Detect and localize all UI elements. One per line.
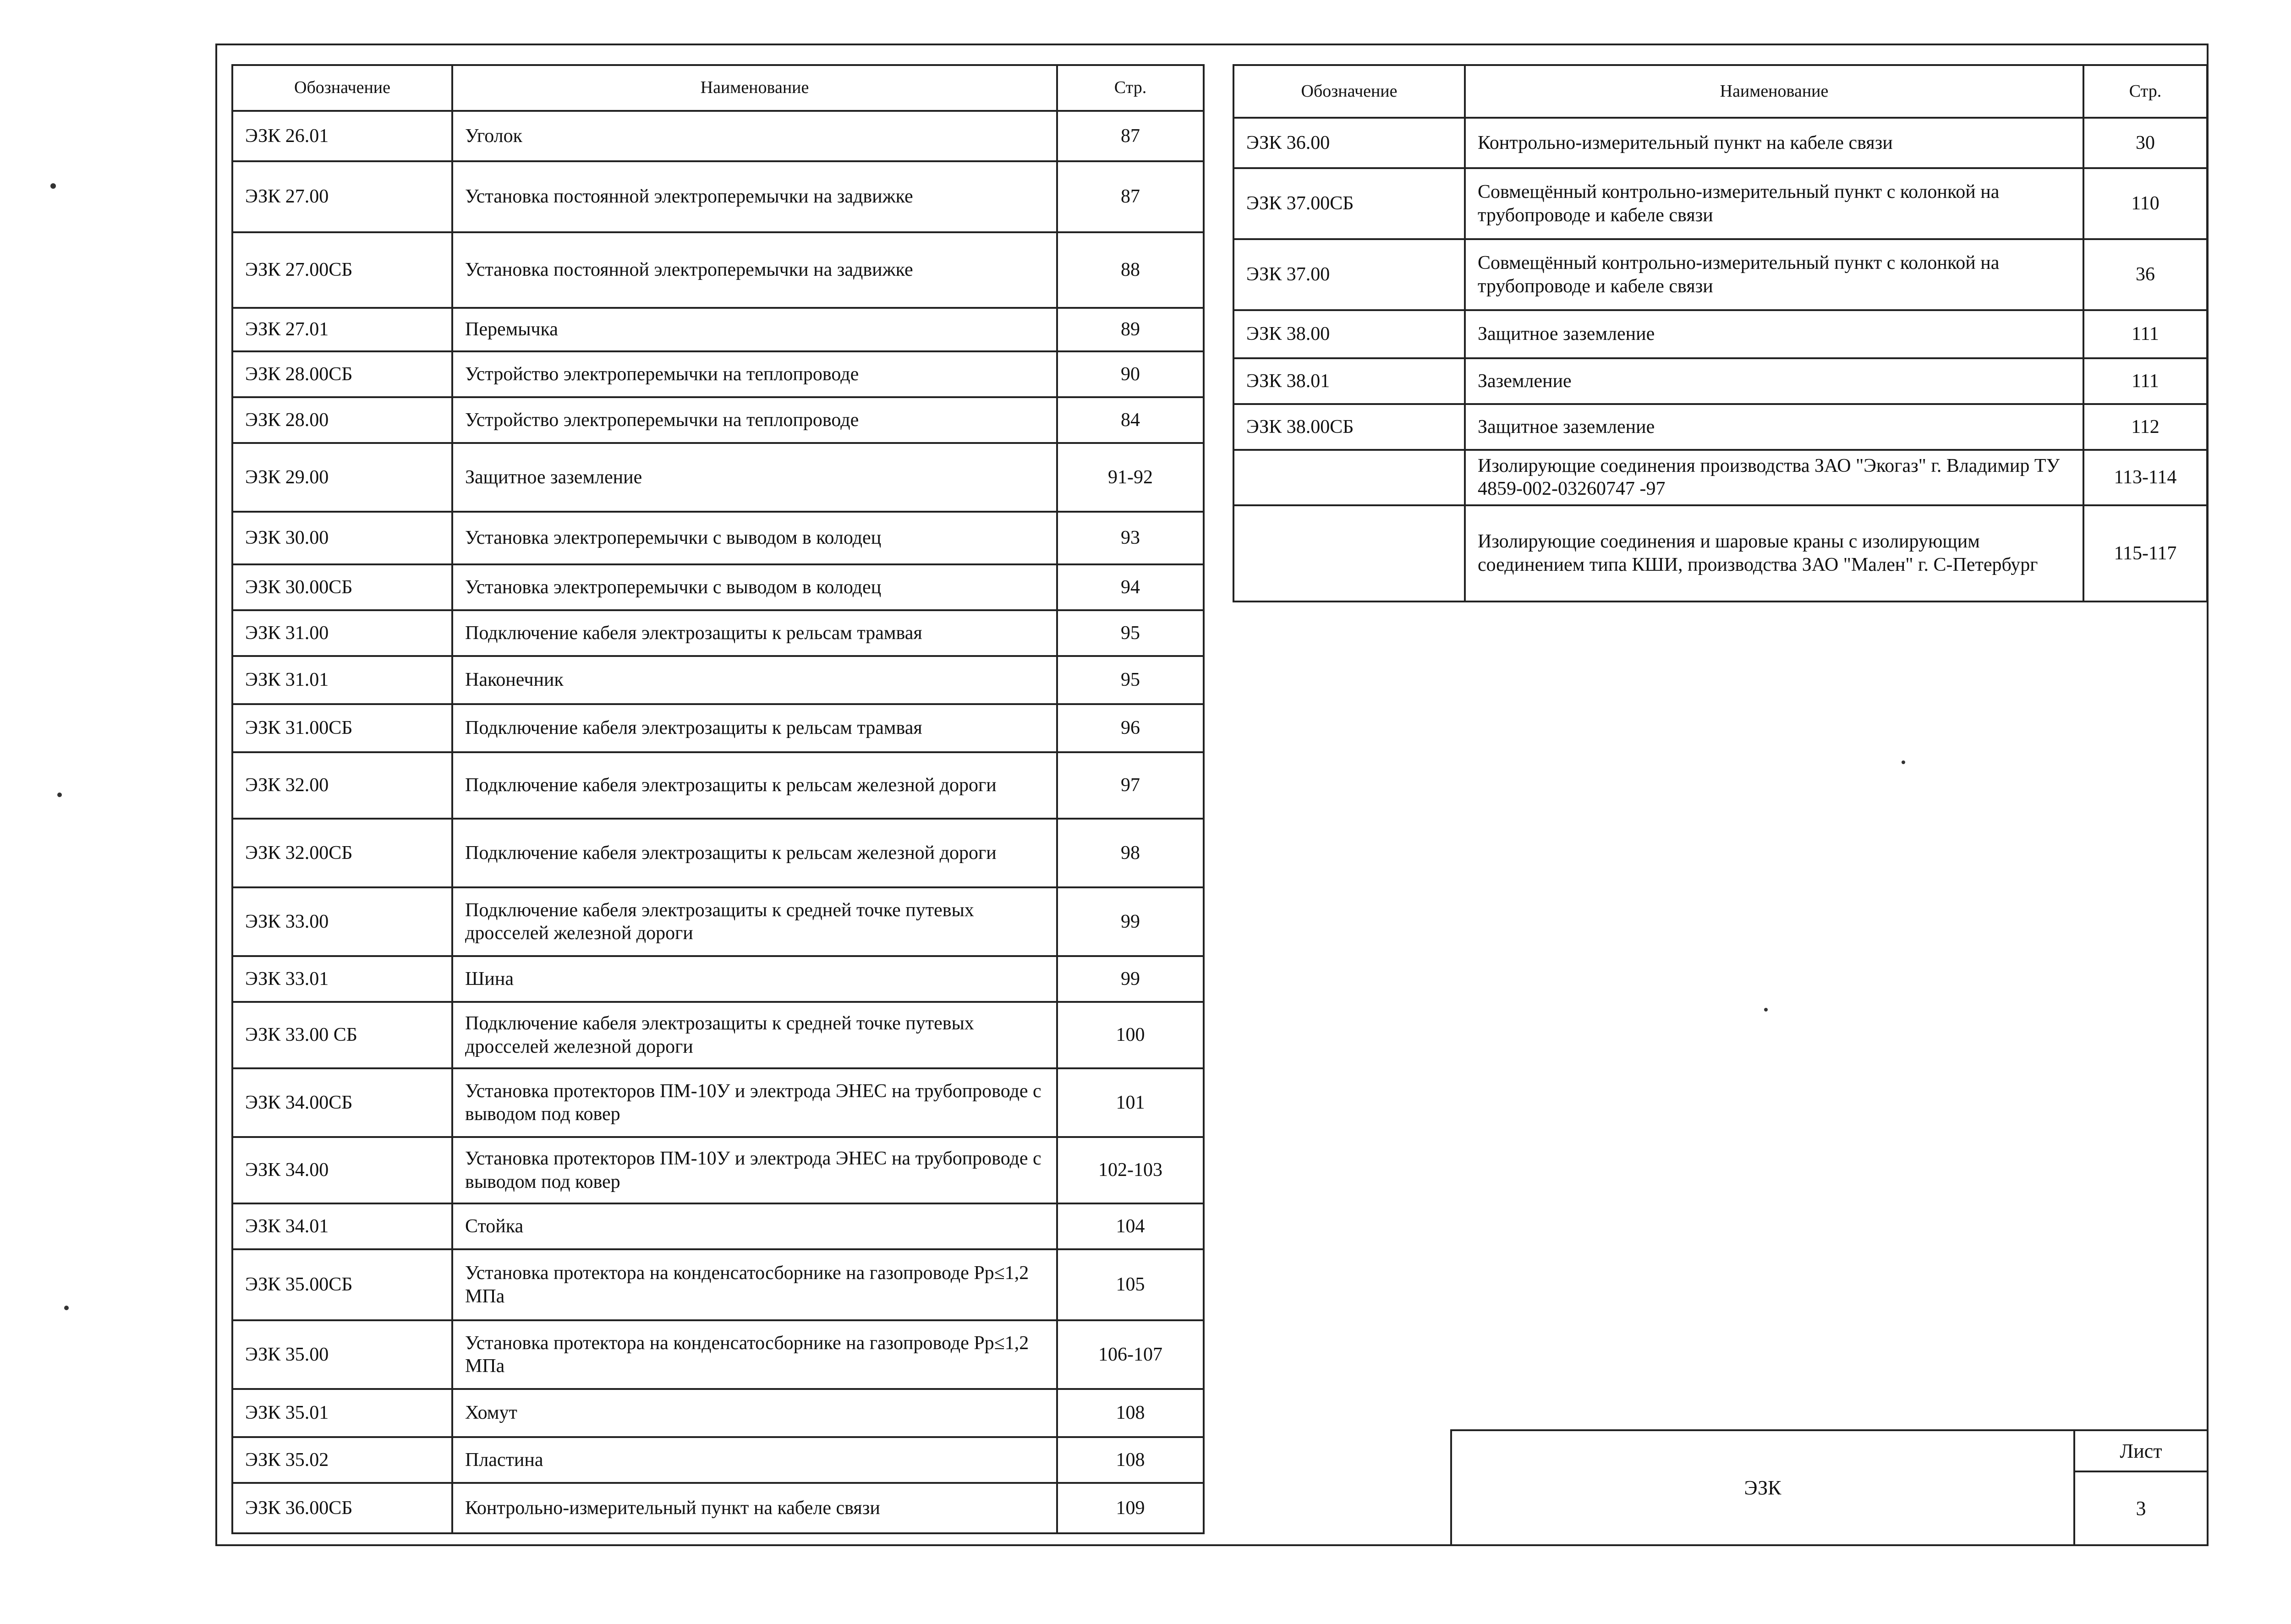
- row-code: ЭЗК 38.00: [1233, 310, 1465, 358]
- row-name: Подключение кабеля электрозащиты к рельсам трамвая: [452, 610, 1057, 656]
- row-page: 100: [1057, 1002, 1204, 1068]
- row-page: 36: [2083, 239, 2207, 310]
- row-page: 105: [1057, 1249, 1204, 1320]
- row-code: ЭЗК 35.00: [232, 1320, 452, 1389]
- row-name: Подключение кабеля электрозащиты к рельсам трамвая: [452, 704, 1057, 752]
- row-name: Устройство электроперемычки на теплопроводе: [452, 351, 1057, 397]
- row-page: 108: [1057, 1437, 1204, 1483]
- table-row: [232, 656, 1204, 704]
- row-page: 95: [1057, 656, 1204, 704]
- row-name: Установка протекторов ПМ-10У и электрода ЭНЕС на трубопроводе с выводом под ковер: [452, 1137, 1057, 1203]
- header-code: Обозначение: [232, 65, 452, 111]
- title-block-sheet-number: 3: [2136, 1497, 2146, 1520]
- table-row: [1233, 310, 2207, 358]
- row-code: ЭЗК 36.00: [1233, 118, 1465, 168]
- header-name: Наименование: [452, 65, 1057, 111]
- row-page: 108: [1057, 1389, 1204, 1437]
- row-code: ЭЗК 38.00СБ: [1233, 404, 1465, 450]
- table-row: [232, 1320, 1204, 1389]
- row-code: ЭЗК 32.00СБ: [232, 819, 452, 887]
- table-header-row: [232, 65, 1204, 111]
- table-row: [1233, 168, 2207, 239]
- table-header-row: [1233, 65, 2207, 118]
- row-code: ЭЗК 31.01: [232, 656, 452, 704]
- row-name: Хомут: [452, 1389, 1057, 1437]
- row-code: ЭЗК 32.00: [232, 752, 452, 819]
- title-block-sheet-label: Лист: [2075, 1431, 2207, 1472]
- table-row: [1233, 239, 2207, 310]
- row-code: ЭЗК 28.00СБ: [232, 351, 452, 397]
- row-page: 99: [1057, 956, 1204, 1002]
- header-page: Стр.: [2083, 65, 2207, 118]
- row-code: ЭЗК 35.02: [232, 1437, 452, 1483]
- row-code: ЭЗК 34.01: [232, 1203, 452, 1249]
- row-code: ЭЗК 35.00СБ: [232, 1249, 452, 1320]
- row-name: Стойка: [452, 1203, 1057, 1249]
- row-code: ЭЗК 26.01: [232, 111, 452, 161]
- scan-speck: [1902, 760, 1905, 764]
- row-page: 89: [1057, 308, 1204, 351]
- row-code: ЭЗК 37.00СБ: [1233, 168, 1465, 239]
- row-page: 30: [2083, 118, 2207, 168]
- title-block: [1450, 1429, 2209, 1546]
- row-name: Заземление: [1465, 358, 2083, 404]
- table-row: [232, 564, 1204, 610]
- row-name: Перемычка: [452, 308, 1057, 351]
- row-code: ЭЗК 36.00СБ: [232, 1483, 452, 1533]
- row-page: 97: [1057, 752, 1204, 819]
- table-row: [232, 1002, 1204, 1068]
- row-page: 101: [1057, 1068, 1204, 1137]
- row-code: ЭЗК 34.00: [232, 1137, 452, 1203]
- row-code: ЭЗК 27.00: [232, 161, 452, 232]
- table-row: [1233, 118, 2207, 168]
- row-name: Установка электроперемычки с выводом в колодец: [452, 512, 1057, 564]
- row-name: Изолирующие соединения и шаровые краны с изолирующим соединением типа КШИ, производства ЗАО "Мален" г. С-Петербург: [1465, 505, 2083, 601]
- row-code: ЭЗК 30.00: [232, 512, 452, 564]
- index-table-left: [231, 64, 1205, 1534]
- table-row: [232, 397, 1204, 443]
- row-name: Уголок: [452, 111, 1057, 161]
- header-name: Наименование: [1465, 65, 2083, 118]
- row-page: 87: [1057, 161, 1204, 232]
- table-row: [232, 1483, 1204, 1533]
- table-row: [232, 752, 1204, 819]
- title-block-doc-code: ЭЗК: [1452, 1431, 2075, 1544]
- table-row: [232, 1249, 1204, 1320]
- row-page: 93: [1057, 512, 1204, 564]
- row-name: Изолирующие соединения производства ЗАО "Экогаз" г. Владимир ТУ 4859-002-03260747 -97: [1465, 450, 2083, 505]
- row-page: 84: [1057, 397, 1204, 443]
- row-page: 111: [2083, 358, 2207, 404]
- row-code: ЭЗК 29.00: [232, 443, 452, 512]
- row-page: 98: [1057, 819, 1204, 887]
- table-row: [232, 887, 1204, 956]
- row-code: ЭЗК 30.00СБ: [232, 564, 452, 610]
- row-name: Установка протектора на конденсатосборнике на газопроводе Рр≤1,2 МПа: [452, 1249, 1057, 1320]
- row-name: Контрольно-измерительный пункт на кабеле связи: [452, 1483, 1057, 1533]
- table-row: [232, 308, 1204, 351]
- row-code: ЭЗК 28.00: [232, 397, 452, 443]
- table-row: [232, 819, 1204, 887]
- table-row: [232, 1437, 1204, 1483]
- row-code: ЭЗК 27.01: [232, 308, 452, 351]
- table-row: [232, 704, 1204, 752]
- row-code: ЭЗК 33.00: [232, 887, 452, 956]
- row-name: Шина: [452, 956, 1057, 1002]
- table-row: [1233, 404, 2207, 450]
- row-code: ЭЗК 33.01: [232, 956, 452, 1002]
- header-code: Обозначение: [1233, 65, 1465, 118]
- scan-speck: [1764, 1008, 1768, 1012]
- row-page: 109: [1057, 1483, 1204, 1533]
- row-code: [1233, 505, 1465, 601]
- row-name: Установка постоянной электроперемычки на задвижке: [452, 232, 1057, 308]
- index-table-right: [1233, 64, 2208, 602]
- row-page: 96: [1057, 704, 1204, 752]
- row-name: Защитное заземление: [1465, 310, 2083, 358]
- row-name: Установка протекторов ПМ-10У и электрода ЭНЕС на трубопроводе с выводом под ковер: [452, 1068, 1057, 1137]
- row-name: Защитное заземление: [1465, 404, 2083, 450]
- row-page: 106-107: [1057, 1320, 1204, 1389]
- row-page: 95: [1057, 610, 1204, 656]
- row-name: Установка электроперемычки с выводом в колодец: [452, 564, 1057, 610]
- scan-speck: [57, 793, 62, 797]
- table-row: [1233, 505, 2207, 601]
- table-row: [232, 1137, 1204, 1203]
- row-page: 115-117: [2083, 505, 2207, 601]
- header-page: Стр.: [1057, 65, 1204, 111]
- row-name: Подключение кабеля электрозащиты к рельсам железной дороги: [452, 819, 1057, 887]
- table-row: [232, 1389, 1204, 1437]
- row-page: 113-114: [2083, 450, 2207, 505]
- row-name: Подключение кабеля электрозащиты к средней точке путевых дросселей железной дороги: [452, 887, 1057, 956]
- row-code: ЭЗК 33.00 СБ: [232, 1002, 452, 1068]
- table-row: [232, 161, 1204, 232]
- row-code: [1233, 450, 1465, 505]
- scan-speck: [50, 183, 56, 189]
- row-page: 91-92: [1057, 443, 1204, 512]
- row-name: Установка постоянной электроперемычки на задвижке: [452, 161, 1057, 232]
- table-row: [232, 111, 1204, 161]
- table-row: [232, 1203, 1204, 1249]
- row-name: Наконечник: [452, 656, 1057, 704]
- row-code: ЭЗК 34.00СБ: [232, 1068, 452, 1137]
- row-code: ЭЗК 38.01: [1233, 358, 1465, 404]
- table-row: [232, 351, 1204, 397]
- row-code: ЭЗК 37.00: [1233, 239, 1465, 310]
- row-page: 102-103: [1057, 1137, 1204, 1203]
- row-name: Защитное заземление: [452, 443, 1057, 512]
- row-name: Установка протектора на конденсатосборнике на газопроводе Рр≤1,2 МПа: [452, 1320, 1057, 1389]
- row-name: Подключение кабеля электрозащиты к рельсам железной дороги: [452, 752, 1057, 819]
- row-code: ЭЗК 35.01: [232, 1389, 452, 1437]
- row-page: 88: [1057, 232, 1204, 308]
- table-row: [232, 1068, 1204, 1137]
- table-row: [1233, 358, 2207, 404]
- table-row: [232, 232, 1204, 308]
- table-row: [1233, 450, 2207, 505]
- row-page: 104: [1057, 1203, 1204, 1249]
- table-row: [232, 443, 1204, 512]
- table-row: [232, 512, 1204, 564]
- row-name: Устройство электроперемычки на теплопроводе: [452, 397, 1057, 443]
- row-name: Совмещённый контрольно-измерительный пункт с колонкой на трубопроводе и кабеле связи: [1465, 168, 2083, 239]
- row-name: Контрольно-измерительный пункт на кабеле связи: [1465, 118, 2083, 168]
- row-page: 112: [2083, 404, 2207, 450]
- scan-speck: [64, 1306, 69, 1310]
- row-page: 99: [1057, 887, 1204, 956]
- row-code: ЭЗК 27.00СБ: [232, 232, 452, 308]
- row-code: ЭЗК 31.00СБ: [232, 704, 452, 752]
- table-row: [232, 956, 1204, 1002]
- row-page: 111: [2083, 310, 2207, 358]
- row-code: ЭЗК 31.00: [232, 610, 452, 656]
- row-name: Пластина: [452, 1437, 1057, 1483]
- row-name: Подключение кабеля электрозащиты к средней точке путевых дросселей железной дороги: [452, 1002, 1057, 1068]
- row-name: Совмещённый контрольно-измерительный пункт с колонкой на трубопроводе и кабеле связи: [1465, 239, 2083, 310]
- row-page: 87: [1057, 111, 1204, 161]
- row-page: 94: [1057, 564, 1204, 610]
- table-row: [232, 610, 1204, 656]
- row-page: 90: [1057, 351, 1204, 397]
- row-page: 110: [2083, 168, 2207, 239]
